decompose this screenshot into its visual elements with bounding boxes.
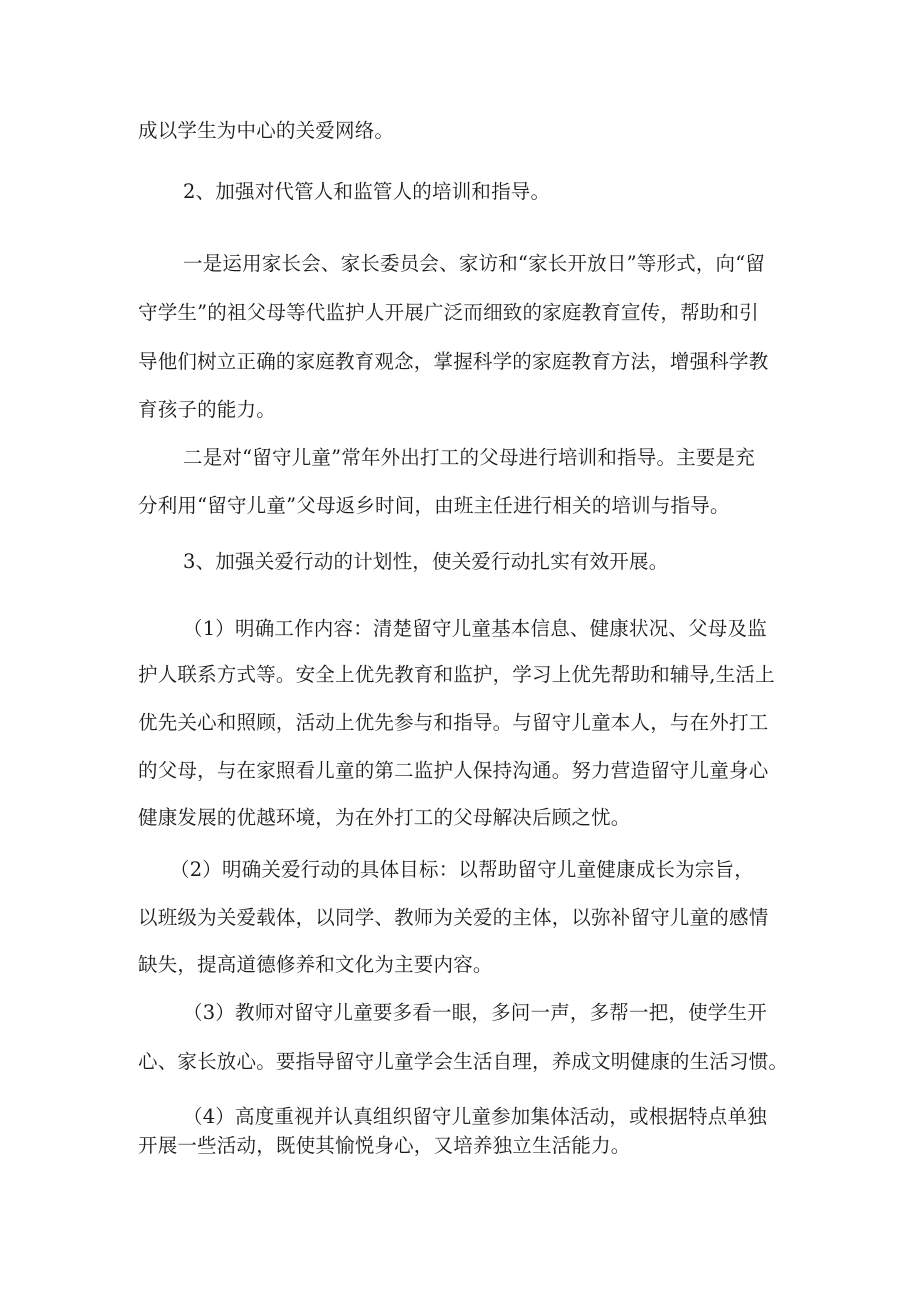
paragraph-line: （2）明确关爱行动的具体目标：以帮助留守儿童健康成长为宗旨， [170, 858, 754, 881]
paragraph-line: 育孩子的能力。 [138, 398, 276, 421]
paragraph-line: 守学生”的祖父母等代监护人开展广泛而细致的家庭教育宣传，帮助和引 [138, 301, 759, 324]
paragraph-line: 成以学生为中心的关爱网络。 [138, 119, 395, 142]
paragraph-line: 以班级为关爱载体，以同学、教师为关爱的主体，以弥补留守儿童的感情 [138, 906, 769, 929]
paragraph-line: （1）明确工作内容：清楚留守儿童基本信息、健康状况、父母及监 [183, 617, 767, 640]
paragraph-line: 优先关心和照顾，活动上优先参与和指导。与留守儿童本人，与在外打工 [138, 711, 769, 734]
paragraph-line: 导他们树立正确的家庭教育观念，掌握科学的家庭教育方法，增强科学教 [138, 350, 769, 373]
section-heading-2: 2、加强对代管人和监管人的培训和指导。 [183, 180, 551, 203]
section-heading-3: 3、加强关爱行动的计划性，使关爱行动扎实有效开展。 [183, 550, 669, 573]
paragraph-line: 护人联系方式等。安全上优先教育和监护，学习上优先帮助和辅导,生活上 [138, 663, 775, 686]
paragraph-line: 一是运用家长会、家长委员会、家访和“家长开放日”等形式，向“留 [183, 252, 766, 275]
paragraph-line: 二是对“留守儿童”常年外出打工的父母进行培训和指导。主要是充 [183, 446, 755, 469]
paragraph-line: 分利用“留守儿童”父母返乡时间，由班主任进行相关的培训与指导。 [138, 494, 730, 517]
paragraph-line: 的父母，与在家照看儿童的第二监护人保持沟通。努力营造留守儿童身心 [138, 759, 769, 782]
paragraph-line: 心、家长放心。要指导留守儿童学会生活自理，养成文明健康的生活习惯。 [138, 1050, 789, 1073]
paragraph-line: 开展一些活动，既使其愉悦身心，又培养独立生活能力。 [138, 1134, 631, 1157]
paragraph-line: （3）教师对留守儿童要多看一眼，多问一声，多帮一把，使学生开 [183, 1001, 767, 1024]
paragraph-line: 健康发展的优越环境，为在外打工的父母解决后顾之忧。 [138, 806, 631, 829]
paragraph-line: （4）高度重视并认真组织留守儿童参加集体活动，或根据特点单独 [183, 1105, 767, 1128]
paragraph-line: 缺失，提高道德修养和文化为主要内容。 [138, 953, 493, 976]
